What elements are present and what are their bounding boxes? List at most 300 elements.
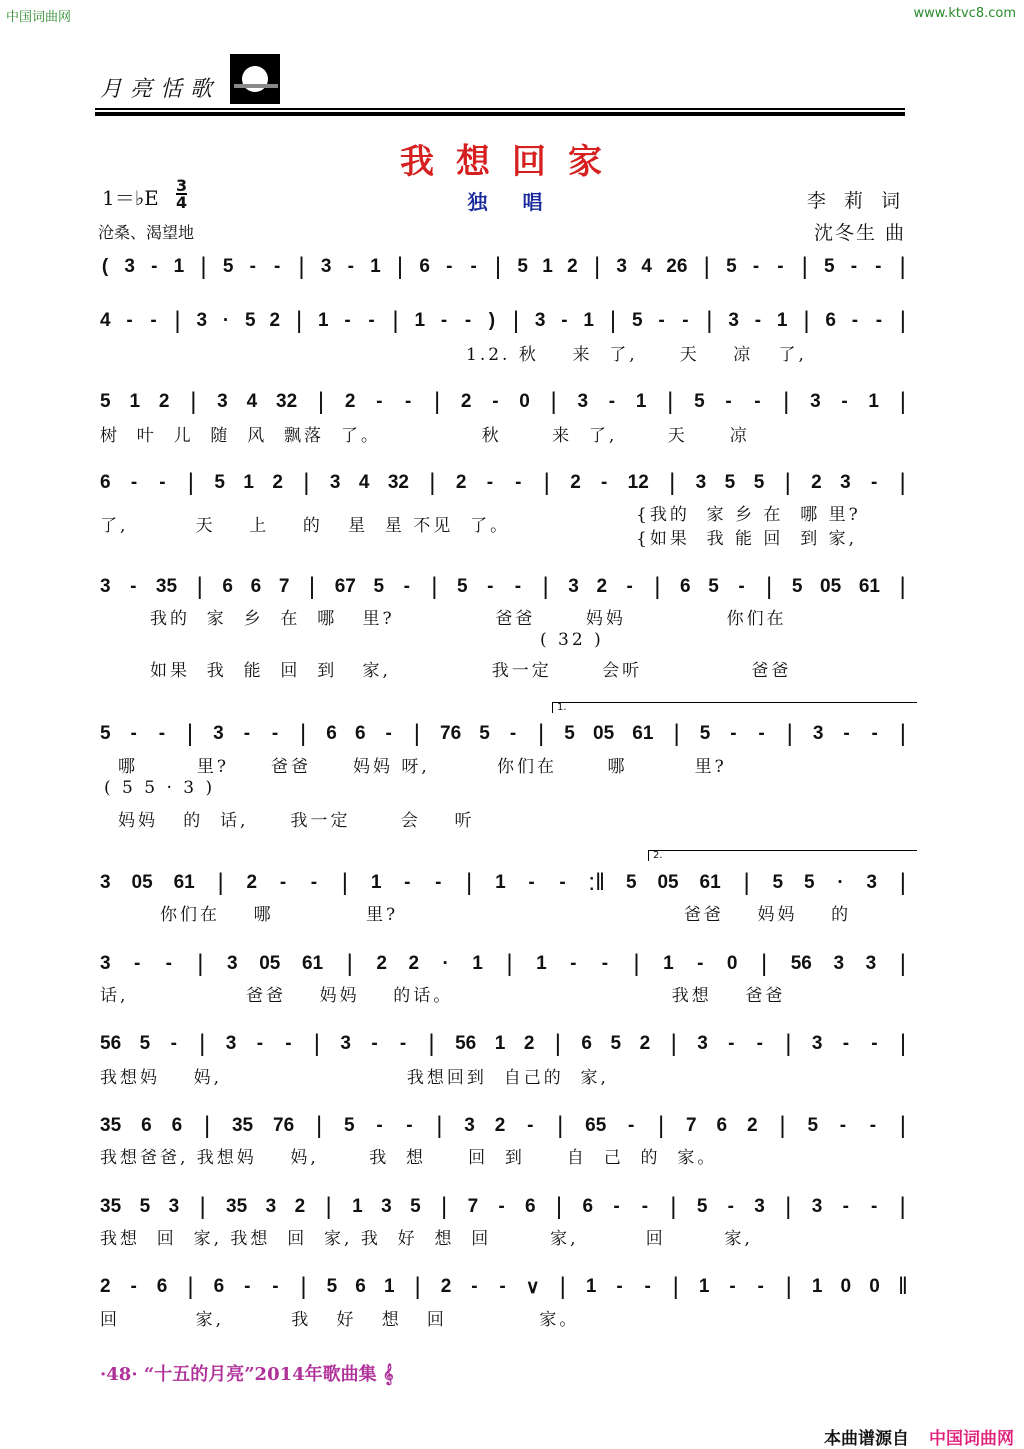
note: 5	[726, 256, 737, 277]
barline: |	[899, 720, 906, 747]
watermark-right: www.ktvc8.com	[913, 6, 1016, 21]
barline: |	[303, 469, 310, 496]
note: 3	[811, 1196, 823, 1217]
barline: |	[899, 307, 907, 334]
note: 5	[772, 872, 784, 893]
notation-line	[100, 254, 908, 280]
note: 5	[457, 576, 468, 597]
note: 3	[168, 1196, 180, 1217]
note: 1	[414, 310, 426, 331]
note: 5	[244, 310, 256, 331]
tempo-marking: 沧桑、渴望地	[98, 223, 195, 242]
lyric-line: 我的 家 乡 在 哪 里? 爸爸 妈妈 你们在	[150, 609, 787, 629]
note: 3	[577, 391, 589, 412]
barline: |	[899, 1193, 906, 1220]
note: 4	[641, 256, 652, 277]
note: 5	[344, 1115, 355, 1136]
barline: |	[899, 573, 906, 600]
notation-line	[100, 870, 908, 896]
note: 5	[410, 1196, 421, 1217]
note: -	[376, 1115, 383, 1136]
barline: |	[295, 307, 303, 334]
barline: |	[554, 1030, 562, 1057]
note: -	[850, 256, 858, 277]
note: -	[616, 1276, 623, 1297]
barline: |	[200, 253, 207, 280]
lyric-line: {我的 家 乡 在 哪 里?	[636, 505, 861, 525]
note: -	[697, 953, 704, 974]
note: 1	[663, 953, 674, 974]
lyric-line: 你们在 哪 里? 爸爸 妈妈 的	[160, 905, 852, 925]
note: 56	[100, 1033, 122, 1054]
note: 3	[812, 723, 824, 744]
note: -	[170, 1033, 177, 1054]
note: -	[843, 723, 850, 744]
barline: |	[542, 573, 549, 600]
lyric-line: 1.2. 秋 来 了, 天 凉 了,	[466, 345, 807, 365]
note: 1	[776, 310, 788, 331]
note: -	[403, 576, 410, 597]
note: 3	[225, 1033, 237, 1054]
lyric-line: 树 叶 儿 随 风 飘落 了。 秋 来 了, 天 凉	[100, 426, 750, 446]
barline: |	[543, 469, 550, 496]
note: -	[869, 1115, 877, 1136]
note: 5	[694, 391, 705, 412]
note: -	[285, 1033, 292, 1054]
note: 05	[259, 953, 281, 974]
note: 2	[440, 1276, 452, 1297]
barline: |	[494, 253, 502, 280]
note: 26	[666, 256, 688, 277]
note: 6	[250, 576, 262, 597]
note: -	[272, 1276, 279, 1297]
note: -	[509, 723, 517, 744]
note: 6	[582, 1196, 594, 1217]
note: -	[628, 1115, 635, 1136]
note: -	[515, 472, 522, 493]
note: 5	[610, 1033, 622, 1054]
note: 61	[699, 872, 721, 893]
note: 3	[124, 256, 135, 277]
barline: :‖	[588, 869, 606, 896]
note: 2	[272, 472, 283, 493]
note: 1	[318, 310, 329, 331]
watermark-left: 中国词曲网	[6, 10, 72, 25]
note: -	[344, 310, 351, 331]
note: -	[404, 872, 411, 893]
lyric-line: 回 家, 我 好 想 回 家。	[100, 1310, 580, 1330]
note: -	[256, 1033, 264, 1054]
note: -	[368, 310, 375, 331]
note: -	[754, 310, 762, 331]
note: -	[641, 1196, 649, 1217]
note: 5	[214, 472, 225, 493]
barline: |	[187, 469, 194, 496]
note: -	[730, 723, 737, 744]
note: -	[498, 1196, 505, 1217]
note: 2	[811, 472, 822, 493]
note: 0	[726, 953, 738, 974]
note: 5	[807, 1115, 819, 1136]
note: 2	[100, 1276, 111, 1297]
note: 1	[370, 872, 382, 893]
barline: |	[429, 469, 436, 496]
note: 2	[455, 472, 467, 493]
note: 3	[840, 472, 851, 493]
note: 3	[227, 953, 238, 974]
note: 5	[708, 576, 719, 597]
note: 6	[525, 1196, 536, 1217]
note: 6	[100, 472, 111, 493]
note: 3	[534, 310, 546, 331]
notation-line	[100, 308, 908, 334]
source-label: 本曲谱源自	[824, 1429, 909, 1449]
lyric-line: {如果 我 能 回 到 家,	[636, 529, 858, 549]
note: 5	[479, 723, 490, 744]
note: 32	[387, 472, 409, 493]
barline: |	[431, 573, 438, 600]
barline: |	[313, 1030, 321, 1057]
note: 5	[724, 472, 736, 493]
barline: |	[786, 720, 793, 747]
barline: |	[392, 307, 399, 334]
note: 6	[419, 256, 430, 277]
note: 1	[536, 953, 547, 974]
note: -	[273, 256, 281, 277]
note: 56	[455, 1033, 477, 1054]
barline: |	[315, 1112, 323, 1139]
note: 6	[141, 1115, 152, 1136]
note: 3	[213, 723, 224, 744]
notation-line	[100, 470, 908, 496]
note: 5	[139, 1033, 151, 1054]
lyric-line: 了, 天 上 的 星 星 不见 了。	[100, 516, 511, 536]
note: ·	[222, 310, 230, 331]
note: -	[842, 1033, 850, 1054]
barline: |	[667, 388, 674, 415]
note: 5	[139, 1196, 151, 1217]
barline: |	[196, 573, 203, 600]
note: -	[871, 472, 878, 493]
barline: |	[325, 1193, 332, 1220]
note: 2	[408, 953, 420, 974]
note: 3	[728, 310, 739, 331]
note: 05	[131, 872, 153, 893]
source-site: 中国词曲网	[929, 1429, 1014, 1449]
header-divider-thick	[95, 112, 905, 116]
barline: |	[803, 307, 810, 334]
note: 3	[329, 472, 341, 493]
note: -	[165, 953, 172, 974]
note: 4	[358, 472, 370, 493]
note: -	[150, 310, 157, 331]
barline: |	[538, 720, 545, 747]
note: -	[752, 256, 760, 277]
barline: |	[413, 720, 420, 747]
note: -	[875, 310, 883, 331]
key-signature: 1＝♭E	[102, 186, 159, 210]
note: -	[159, 472, 166, 493]
barline: |	[199, 1030, 206, 1057]
note: 1	[811, 1276, 823, 1297]
note: 6	[156, 1276, 168, 1297]
barline: |	[300, 1273, 307, 1300]
lyric-line: 话, 爸爸 妈妈 的话。 我想 爸爸	[100, 986, 786, 1006]
note: 5	[373, 576, 385, 597]
barline: |	[466, 869, 473, 896]
note: 1	[635, 391, 647, 412]
barline: |	[441, 1193, 448, 1220]
barline: |	[801, 253, 808, 280]
note: 3	[464, 1115, 475, 1136]
note: -	[244, 1276, 251, 1297]
barline: |	[187, 1273, 194, 1300]
volta-1: 1.	[552, 702, 917, 713]
barline: |	[186, 720, 194, 747]
note: ∨	[525, 1276, 540, 1298]
note: -	[130, 1276, 137, 1297]
note: 35	[100, 1115, 122, 1136]
note: -	[492, 391, 499, 412]
note: -	[738, 576, 745, 597]
note: )	[488, 310, 496, 331]
note: 5	[791, 576, 803, 597]
note: 05	[593, 723, 615, 744]
note: 1	[494, 1033, 506, 1054]
note: -	[728, 1033, 735, 1054]
note: 6	[716, 1115, 728, 1136]
note: 7	[686, 1115, 697, 1136]
note: 1	[698, 1276, 710, 1297]
barline: |	[658, 1112, 665, 1139]
volta-2: 2.	[648, 850, 917, 861]
note: -	[464, 310, 472, 331]
note: 1	[129, 391, 141, 412]
notation-line	[100, 1113, 908, 1139]
note: -	[440, 310, 448, 331]
time-bottom: 4	[176, 193, 188, 212]
note: -	[561, 310, 568, 331]
note: -	[682, 310, 689, 331]
note: -	[725, 391, 732, 412]
note: 4	[100, 310, 111, 331]
barline: |	[199, 1193, 206, 1220]
note: -	[514, 576, 522, 597]
barline: |	[706, 307, 713, 334]
barline: |	[555, 1193, 563, 1220]
note: 3	[100, 576, 111, 597]
note: -	[875, 256, 882, 277]
note: 7	[278, 576, 290, 597]
note: 3	[340, 1033, 351, 1054]
note: -	[126, 310, 133, 331]
note: 1	[173, 256, 185, 277]
note: -	[371, 1033, 378, 1054]
lyricist: 李 莉 词	[806, 190, 906, 212]
note: -	[385, 723, 392, 744]
note: 3	[217, 391, 228, 412]
note: 6	[355, 723, 366, 744]
barline: |	[760, 950, 768, 977]
note: -	[243, 723, 251, 744]
note: 2	[596, 576, 608, 597]
note: 1	[868, 391, 879, 412]
note: -	[644, 1276, 651, 1297]
note: -	[528, 872, 535, 893]
barline: |	[414, 1273, 421, 1300]
time-top: 3	[176, 176, 188, 195]
note: 5	[517, 256, 528, 277]
note: 2	[344, 391, 356, 412]
note: -	[851, 310, 859, 331]
note: -	[754, 391, 761, 412]
barline: |	[433, 388, 441, 415]
note: -	[446, 256, 453, 277]
note: 6	[825, 310, 836, 331]
note: 35	[226, 1196, 248, 1217]
note: -	[841, 391, 848, 412]
note: -	[871, 1196, 878, 1217]
barline: |	[436, 1112, 443, 1139]
note: 3	[695, 472, 707, 493]
note: -	[435, 872, 442, 893]
barline: |	[669, 469, 676, 496]
note: -	[347, 256, 354, 277]
note: 5	[100, 391, 111, 412]
barline: |	[899, 253, 906, 280]
barline: |	[428, 1030, 435, 1057]
note: 1	[370, 256, 381, 277]
lyric-line: 我想爸爸, 我想妈 妈, 我 想 回 到 自 己 的 家。	[100, 1148, 718, 1168]
note: 2	[158, 391, 170, 412]
note: 3	[100, 872, 111, 893]
barline: ‖	[897, 1273, 908, 1300]
lyric-line: 我想妈 妈, 我想回到 自己的 家,	[100, 1068, 609, 1088]
header-divider	[95, 108, 905, 110]
note: 2	[570, 472, 581, 493]
barline: |	[203, 1112, 211, 1139]
barline: |	[899, 1112, 906, 1139]
barline: |	[593, 253, 601, 280]
note: 76	[440, 723, 462, 744]
note: -	[559, 872, 566, 893]
note: -	[130, 472, 138, 493]
barline: |	[506, 950, 513, 977]
note: 65	[585, 1115, 607, 1136]
note: 3	[381, 1196, 392, 1217]
note: -	[727, 1196, 734, 1217]
note: -	[130, 576, 137, 597]
barline: |	[190, 388, 197, 415]
note: 35	[100, 1196, 122, 1217]
composer: 沈冬生 曲	[813, 222, 906, 244]
note: 2	[294, 1196, 306, 1217]
barline: |	[785, 1273, 792, 1300]
note: 5	[100, 723, 111, 744]
note: 5	[631, 310, 643, 331]
barline: |	[174, 307, 181, 334]
note: -	[310, 872, 318, 893]
barline: |	[609, 307, 617, 334]
note: -	[601, 472, 608, 493]
note: 35	[231, 1115, 254, 1136]
barline: |	[317, 388, 325, 415]
note: -	[658, 310, 665, 331]
notation-line	[100, 1031, 908, 1057]
note: -	[839, 1115, 847, 1136]
note: -	[470, 256, 477, 277]
barline: |	[308, 573, 316, 600]
barline: |	[899, 950, 906, 977]
lyric-line: ( 5 5 · 3 )	[104, 778, 216, 798]
note: 56	[790, 953, 812, 974]
note: 3	[616, 256, 627, 277]
note: 61	[173, 872, 195, 893]
note: -	[499, 1276, 506, 1297]
lyric-line: 我想 回 家, 我想 回 家, 我 好 想 回 家, 回 家,	[100, 1229, 753, 1249]
note: 5	[753, 472, 765, 493]
notation-line	[100, 574, 908, 600]
barline: |	[550, 388, 557, 415]
note: -	[608, 391, 616, 412]
note: 2	[747, 1115, 758, 1136]
barline: |	[670, 1193, 677, 1220]
note: 2	[567, 256, 578, 277]
note: 6	[213, 1276, 225, 1297]
note: 3	[866, 872, 877, 893]
lyric-line: 哪 里? 爸爸 妈妈 呀, 你们在 哪 里?	[118, 757, 727, 777]
note: 3	[810, 391, 821, 412]
note: 3	[833, 953, 845, 974]
note: 1	[495, 872, 506, 893]
note: 1	[352, 1196, 363, 1217]
note: 3	[265, 1196, 277, 1217]
note: 76	[273, 1115, 295, 1136]
note: 3	[320, 256, 332, 277]
note: -	[399, 1033, 407, 1054]
note: ·	[837, 872, 844, 893]
note: 1	[583, 310, 594, 331]
barline: |	[766, 573, 773, 600]
note: 2	[460, 391, 472, 412]
note: -	[405, 391, 412, 412]
note: -	[613, 1196, 620, 1217]
note: 3	[811, 1033, 823, 1054]
note: -	[271, 723, 279, 744]
barline: |	[298, 253, 305, 280]
note: 6	[680, 576, 691, 597]
barline: |	[785, 1193, 792, 1220]
note: 32	[276, 391, 298, 412]
note: -	[777, 256, 784, 277]
note: 61	[301, 953, 324, 974]
note: 0	[869, 1276, 880, 1297]
note: 3	[865, 953, 877, 974]
note: 5	[564, 723, 575, 744]
note: 3	[568, 576, 579, 597]
notation-line	[100, 1274, 908, 1300]
song-title: 我想回家	[400, 142, 624, 182]
note: 5	[696, 1196, 708, 1217]
page-footer: ·48· “十五的月亮”2014年歌曲集 𝄞	[100, 1364, 394, 1385]
note: 5	[222, 256, 234, 277]
note: 05	[820, 576, 842, 597]
barline: |	[557, 1112, 564, 1139]
note: 5	[625, 872, 637, 893]
barline: |	[672, 1273, 679, 1300]
notation-line	[100, 389, 908, 415]
barline: |	[899, 469, 906, 496]
